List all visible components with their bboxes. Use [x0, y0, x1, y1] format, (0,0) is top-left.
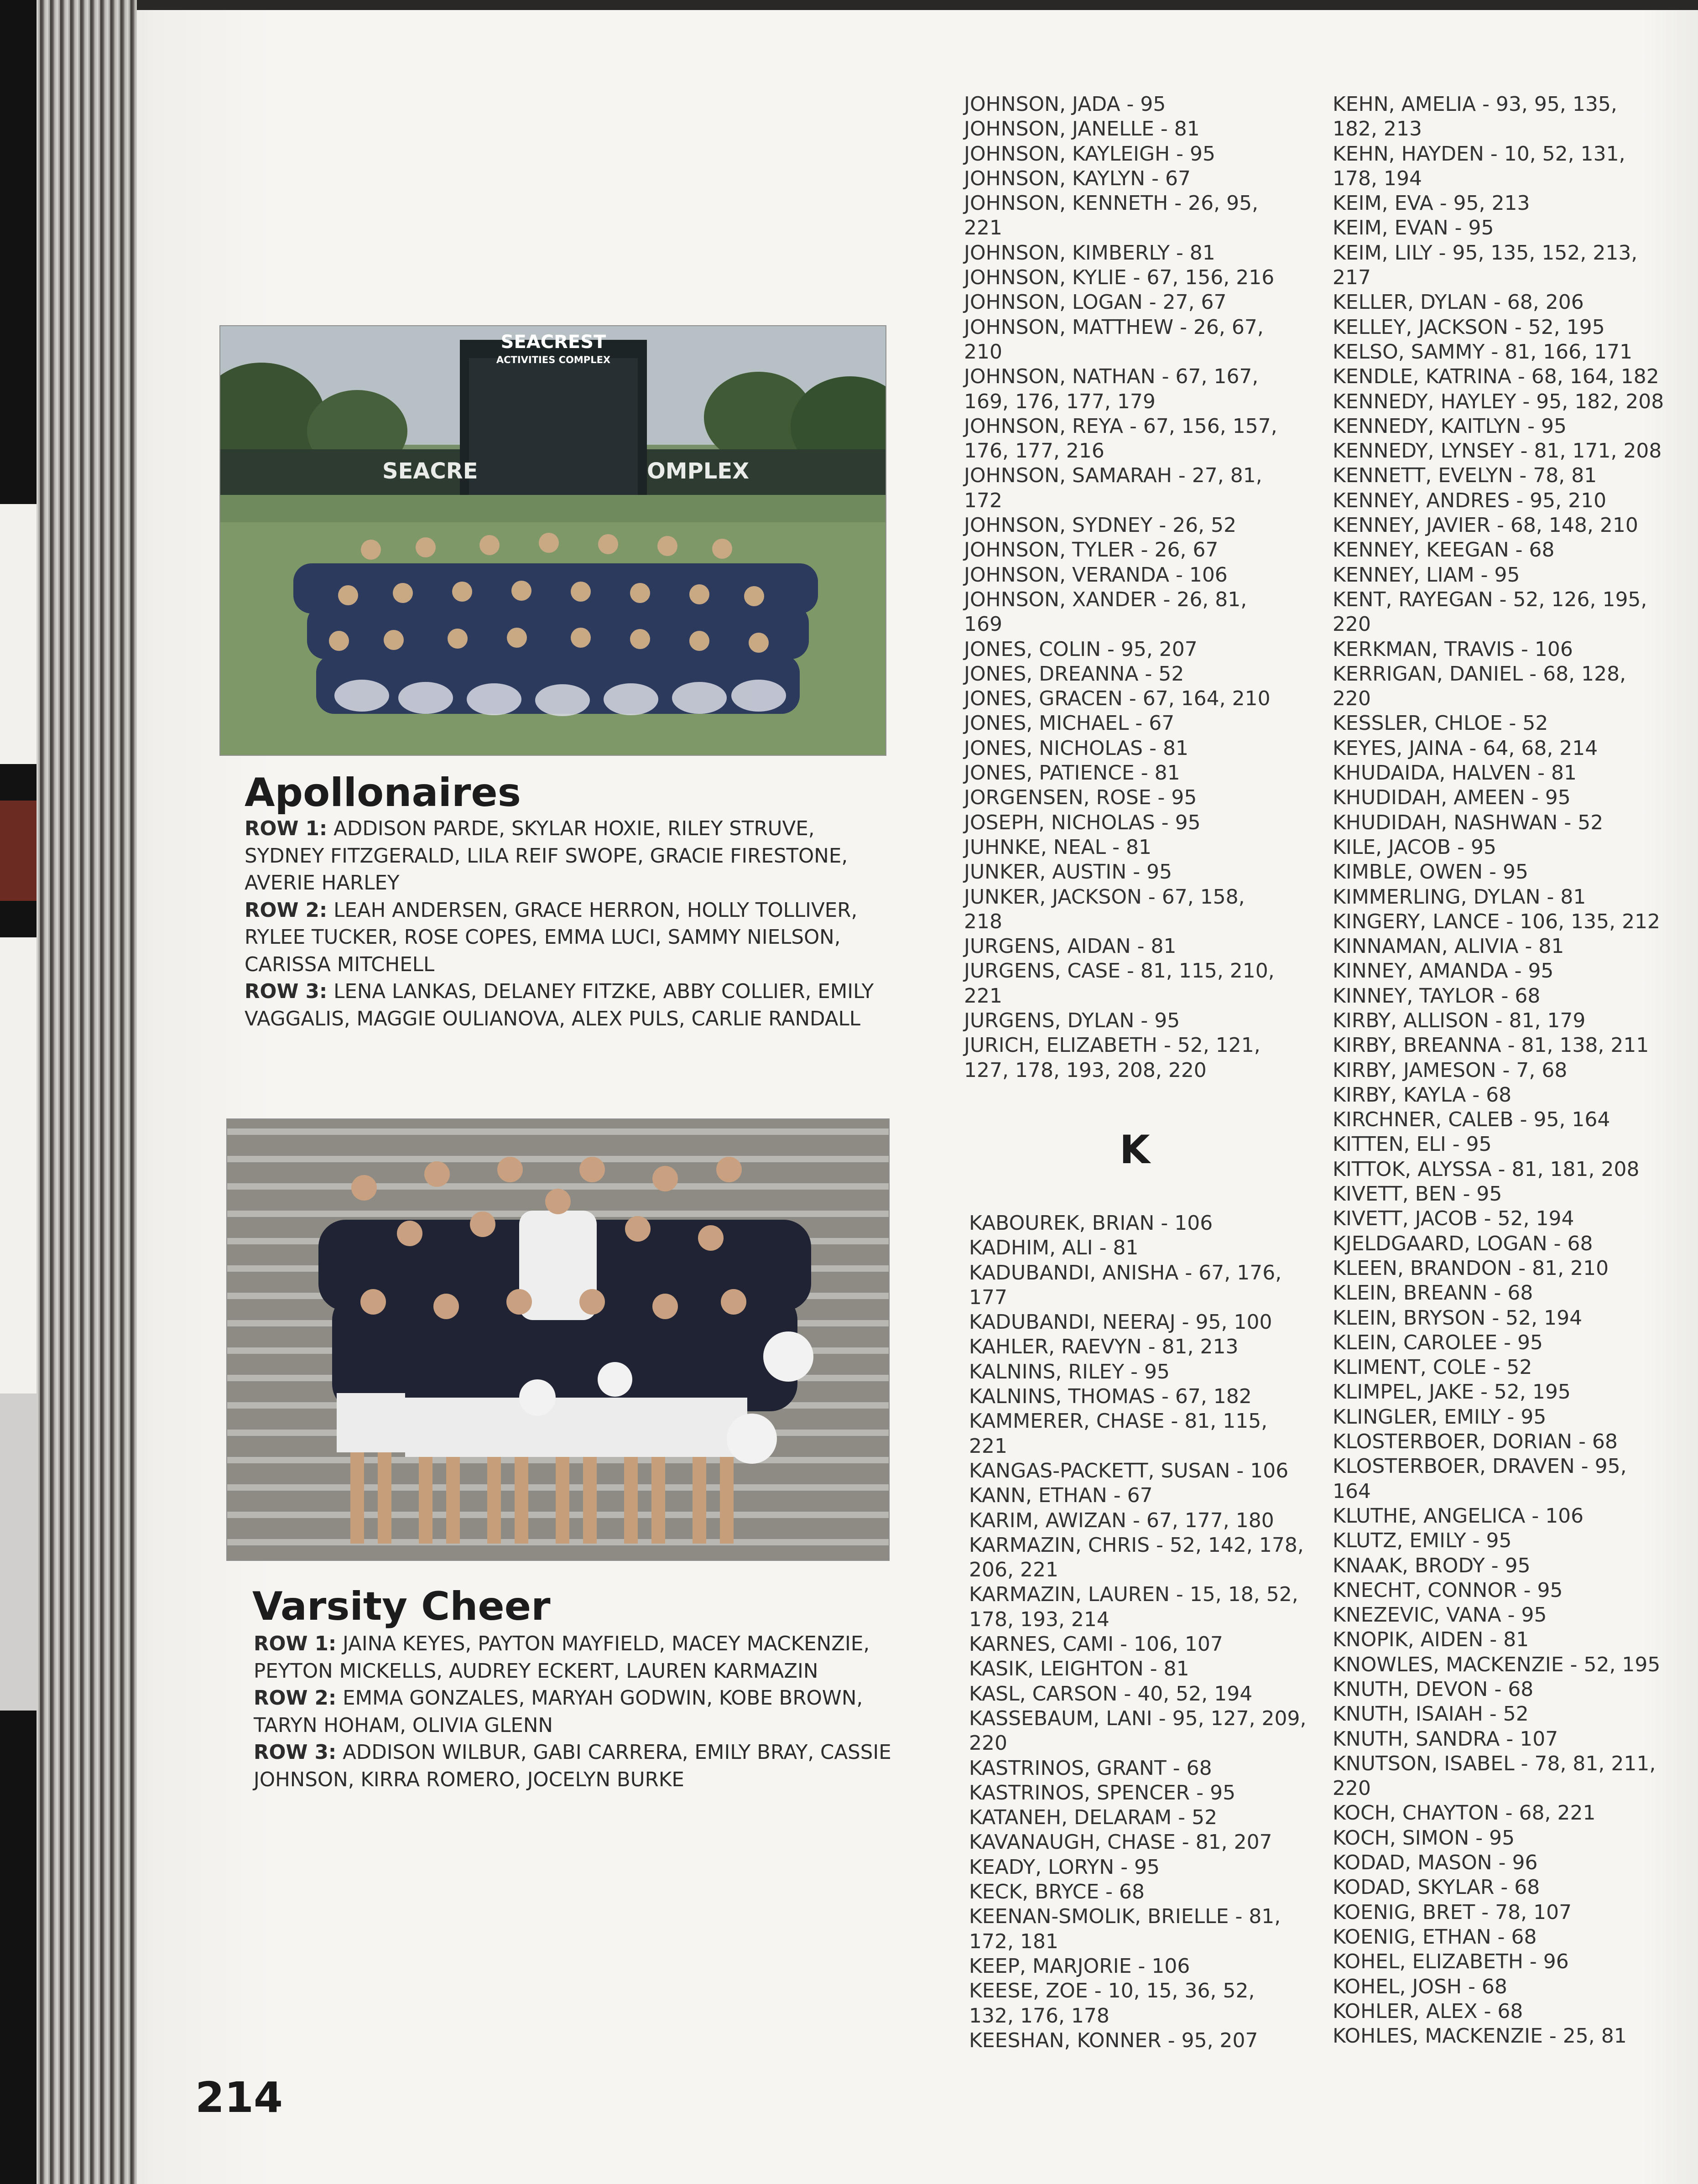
index-entry: KIMBLE, OWEN - 95: [1333, 860, 1528, 884]
index-entry: KLUTHE, ANGELICA - 106: [1333, 1504, 1584, 1528]
index-entry: KOHEL, ELIZABETH - 96: [1333, 1950, 1569, 1974]
index-entry: JOHNSON, KYLIE - 67, 156, 216: [964, 266, 1275, 290]
index-entry: 182, 213: [1333, 117, 1422, 141]
spine-light-band: [0, 504, 36, 764]
index-entry: KIVETT, BEN - 95: [1333, 1182, 1502, 1206]
index-entry: JUHNKE, NEAL - 81: [964, 835, 1151, 859]
index-entry: KLIMPEL, JAKE - 52, 195: [1333, 1380, 1571, 1404]
index-entry: KLINGLER, EMILY - 95: [1333, 1405, 1547, 1429]
row-label: ROW 2:: [245, 899, 328, 922]
index-entry: KANGAS-PACKETT, SUSAN - 106: [969, 1459, 1289, 1482]
index-entry: JORGENSEN, ROSE - 95: [964, 786, 1197, 810]
index-entry: 169, 176, 177, 179: [964, 390, 1156, 413]
index-entry: KHUDIDAH, NASHWAN - 52: [1333, 811, 1604, 834]
index-entry: KEENAN-SMOLIK, BRIELLE - 81,: [969, 1905, 1281, 1929]
index-entry: KNAAK, BRODY - 95: [1333, 1554, 1531, 1577]
index-entry: KASL, CARSON - 40, 52, 194: [969, 1682, 1253, 1706]
index-entry: JOHNSON, KENNETH - 26, 95,: [964, 192, 1259, 215]
photo-wall-text-left: SEACRE: [382, 458, 478, 484]
row-names: JAINA KEYES, PAYTON MAYFIELD, MACEY MACKENZIE, PEYTON MICKELLS, AUDREY ECKERT, LAUREN KARMAZIN: [254, 1633, 870, 1683]
index-entry: KLEIN, BRYSON - 52, 194: [1333, 1306, 1583, 1330]
index-entry: KODAD, SKYLAR - 68: [1333, 1876, 1540, 1899]
index-entry: KIMMERLING, DYLAN - 81: [1333, 885, 1586, 909]
index-entry: KANN, ETHAN - 67: [969, 1484, 1153, 1508]
index-entry: KILE, JACOB - 95: [1333, 835, 1497, 859]
index-entry: JOHNSON, VERANDA - 106: [964, 563, 1228, 587]
index-entry: KADUBANDI, NEERAJ - 95, 100: [969, 1310, 1272, 1334]
index-entry: KENT, RAYEGAN - 52, 126, 195,: [1333, 588, 1647, 611]
index-entry: KOENIG, BRET - 78, 107: [1333, 1900, 1572, 1924]
spine-light-band: [0, 1391, 36, 1711]
index-entry: KATANEH, DELARAM - 52: [969, 1806, 1218, 1830]
index-entry: 218: [964, 910, 1002, 933]
index-section-letter: K: [1120, 1127, 1150, 1173]
index-entry: KENNETT, EVELYN - 78, 81: [1333, 464, 1597, 488]
index-entry: KAHLER, RAEVYN - 81, 213: [969, 1335, 1239, 1359]
index-entry: KARMAZIN, LAUREN - 15, 18, 52,: [969, 1583, 1298, 1607]
index-entry: 206, 221: [969, 1558, 1058, 1582]
index-entry: 221: [969, 1434, 1007, 1458]
index-column-k-part1: [969, 1211, 1307, 2053]
index-entry: KENNEY, LIAM - 95: [1333, 563, 1520, 587]
photo-sign-top: SEACREST: [500, 332, 606, 353]
index-entry: KIRBY, ALLISON - 81, 179: [1333, 1009, 1586, 1032]
index-entry: 178, 194: [1333, 166, 1422, 190]
index-entry: KOHLER, ALEX - 68: [1333, 1999, 1523, 2023]
index-entry: KLOSTERBOER, DORIAN - 68: [1333, 1430, 1618, 1454]
photo-wall-text-right: OMPLEX: [647, 458, 750, 484]
photo-sign-subtitle: ACTIVITIES COMPLEX: [496, 354, 611, 365]
index-entry: 210: [964, 340, 1002, 364]
index-entry: KALNINS, THOMAS - 67, 182: [969, 1385, 1252, 1409]
row-names: ADDISON PARDE, SKYLAR HOXIE, RILEY STRUVE, SYDNEY FITZGERALD, LILA REIF SWOPE, GRACIE FIRESTONE, AVERIE HARLEY: [245, 817, 848, 894]
page-top-edge: [36, 0, 1698, 10]
index-entry: KNUTH, ISAIAH - 52: [1333, 1702, 1529, 1726]
index-entry: KERRIGAN, DANIEL - 68, 128,: [1333, 662, 1626, 686]
index-entry: 217: [1333, 266, 1371, 290]
row-label: ROW 3:: [254, 1741, 337, 1764]
varsity-cheer-photo-illustration: [227, 1119, 889, 1560]
index-entry: KELLEY, JACKSON - 52, 195: [1333, 315, 1605, 339]
index-entry: KIRCHNER, CALEB - 95, 164: [1333, 1108, 1610, 1132]
index-entry: 169: [964, 613, 1002, 636]
index-entry: KNUTSON, ISABEL - 78, 81, 211,: [1333, 1752, 1656, 1775]
index-entry: KNOWLES, MACKENZIE - 52, 195: [1333, 1653, 1661, 1676]
index-entry: KHUDAIDA, HALVEN - 81: [1333, 761, 1577, 785]
index-entry: KENNEDY, LYNSEY - 81, 171, 208: [1333, 439, 1662, 463]
index-entry: KARIM, AWIZAN - 67, 177, 180: [969, 1508, 1274, 1532]
index-entry: KEIM, LILY - 95, 135, 152, 213,: [1333, 241, 1638, 265]
index-entry: KARMAZIN, CHRIS - 52, 142, 178,: [969, 1533, 1304, 1557]
row-label: ROW 1:: [254, 1633, 337, 1655]
row-names: ADDISON WILBUR, GABI CARRERA, EMILY BRAY, CASSIE JOHNSON, KIRRA ROMERO, JOCELYN BURKE: [254, 1741, 891, 1791]
varsity-cheer-caption: [254, 1631, 892, 1794]
index-entry: KLEIN, BREANN - 68: [1333, 1281, 1533, 1305]
index-entry: JOHNSON, MATTHEW - 26, 67,: [964, 315, 1264, 339]
index-entry: KLEIN, CAROLEE - 95: [1333, 1331, 1543, 1354]
index-entry: JURGENS, DYLAN - 95: [964, 1009, 1180, 1032]
index-entry: KLOSTERBOER, DRAVEN - 95,: [1333, 1455, 1627, 1478]
index-entry: KEYES, JAINA - 64, 68, 214: [1333, 736, 1598, 760]
index-entry: JURICH, ELIZABETH - 52, 121,: [964, 1034, 1260, 1057]
index-entry: JONES, NICHOLAS - 81: [964, 736, 1188, 760]
apollonaires-photo-illustration: [220, 326, 885, 755]
index-entry: KHUDIDAH, AMEEN - 95: [1333, 786, 1571, 810]
index-entry: KLIMENT, COLE - 52: [1333, 1356, 1532, 1379]
index-entry: JOHNSON, JANELLE - 81: [964, 117, 1200, 141]
index-entry: JONES, COLIN - 95, 207: [964, 637, 1198, 661]
index-entry: KASSEBAUM, LANI - 95, 127, 209,: [969, 1706, 1307, 1730]
index-entry: 220: [969, 1732, 1007, 1755]
index-entry: JONES, MICHAEL - 67: [964, 712, 1175, 735]
index-entry: KEEP, MARJORIE - 106: [969, 1954, 1190, 1978]
index-entry: 221: [964, 216, 1002, 240]
index-entry: KLEEN, BRANDON - 81, 210: [1333, 1256, 1609, 1280]
index-entry: JOHNSON, REYA - 67, 156, 157,: [964, 414, 1277, 438]
apollonaires-title: Apollonaires: [245, 770, 521, 816]
index-entry: JUNKER, JACKSON - 67, 158,: [964, 885, 1245, 909]
index-entry: 176, 177, 216: [964, 439, 1104, 463]
index-column-j: [964, 92, 1277, 1083]
index-entry: JOHNSON, JADA - 95: [964, 93, 1166, 116]
index-entry: KJELDGAARD, LOGAN - 68: [1333, 1232, 1593, 1255]
index-entry: KITTOK, ALYSSA - 81, 181, 208: [1333, 1157, 1640, 1181]
index-entry: JOSEPH, NICHOLAS - 95: [964, 811, 1201, 834]
index-entry: 220: [1333, 613, 1371, 636]
index-entry: KARNES, CAMI - 106, 107: [969, 1633, 1223, 1656]
spine-red-band: [0, 801, 36, 901]
index-entry: KENNEY, JAVIER - 68, 148, 210: [1333, 514, 1638, 537]
page-number: 214: [195, 2073, 283, 2122]
index-entry: KNUTH, SANDRA - 107: [1333, 1727, 1558, 1751]
index-entry: KECK, BRYCE - 68: [969, 1880, 1145, 1904]
row-names: LENA LANKAS, DELANEY FITZKE, ABBY COLLIER, EMILY VAGGALIS, MAGGIE OULIANOVA, ALEX PULS, CARLIE RANDALL: [245, 980, 874, 1030]
varsity-cheer-team-photo: [226, 1118, 890, 1561]
index-entry: KENDLE, KATRINA - 68, 164, 182: [1333, 365, 1659, 389]
index-entry: KENNEY, ANDRES - 95, 210: [1333, 489, 1607, 512]
index-entry: 164: [1333, 1479, 1371, 1503]
index-entry: 220: [1333, 1777, 1371, 1800]
index-entry: KALNINS, RILEY - 95: [969, 1360, 1170, 1383]
index-entry: KADUBANDI, ANISHA - 67, 176,: [969, 1261, 1282, 1284]
index-entry: KEESHAN, KONNER - 95, 207: [969, 2028, 1258, 2052]
index-entry: KOCH, CHAYTON - 68, 221: [1333, 1801, 1596, 1825]
index-entry: 221: [964, 984, 1002, 1008]
index-entry: 178, 193, 214: [969, 1607, 1109, 1631]
index-entry: JONES, DREANNA - 52: [964, 662, 1184, 686]
index-entry: KEIM, EVAN - 95: [1333, 216, 1494, 240]
index-entry: KODAD, MASON - 96: [1333, 1851, 1538, 1875]
spine-light-band: [0, 937, 36, 1394]
row-label: ROW 2:: [254, 1687, 337, 1710]
index-entry: KEIM, EVA - 95, 213: [1333, 192, 1530, 215]
index-entry: JOHNSON, KAYLYN - 67: [964, 166, 1191, 190]
index-entry: JOHNSON, KAYLEIGH - 95: [964, 142, 1216, 166]
varsity-cheer-title: Varsity Cheer: [252, 1584, 551, 1629]
index-entry: KELSO, SAMMY - 81, 166, 171: [1333, 340, 1633, 364]
index-column-k-part2: [1333, 92, 1664, 2049]
index-entry: KNEZEVIC, VANA - 95: [1333, 1603, 1547, 1627]
apollonaires-team-photo: [219, 325, 886, 756]
index-entry: JONES, GRACEN - 67, 164, 210: [964, 687, 1271, 711]
index-entry: KERKMAN, TRAVIS - 106: [1333, 637, 1573, 661]
index-entry: KOHLES, MACKENZIE - 25, 81: [1333, 2024, 1627, 2048]
index-entry: KEESE, ZOE - 10, 15, 36, 52,: [969, 1979, 1255, 2003]
index-entry: KIRBY, JAMESON - 7, 68: [1333, 1058, 1568, 1082]
row-names: EMMA GONZALES, MARYAH GODWIN, KOBE BROWN, TARYN HOHAM, OLIVIA GLENN: [254, 1687, 863, 1737]
index-entry: 220: [1333, 687, 1371, 711]
row-label: ROW 3:: [245, 980, 328, 1003]
index-entry: JOHNSON, LOGAN - 27, 67: [964, 291, 1227, 314]
index-entry: KOENIG, ETHAN - 68: [1333, 1925, 1537, 1949]
index-entry: KABOUREK, BRIAN - 106: [969, 1212, 1213, 1235]
index-entry: JOHNSON, NATHAN - 67, 167,: [964, 365, 1259, 389]
index-entry: KINNEY, TAYLOR - 68: [1333, 984, 1541, 1008]
row-label: ROW 1:: [245, 817, 328, 840]
index-entry: KEHN, AMELIA - 93, 95, 135,: [1333, 93, 1617, 116]
index-entry: KNECHT, CONNOR - 95: [1333, 1578, 1563, 1602]
index-entry: KINNEY, AMANDA - 95: [1333, 959, 1554, 983]
index-entry: KIRBY, KAYLA - 68: [1333, 1083, 1512, 1107]
index-entry: JOHNSON, TYLER - 26, 67: [964, 538, 1219, 562]
index-entry: KEADY, LORYN - 95: [969, 1855, 1160, 1879]
index-entry: KIRBY, BREANNA - 81, 138, 211: [1333, 1034, 1649, 1057]
index-entry: KENNEDY, KAITLYN - 95: [1333, 414, 1567, 438]
index-entry: KAMMERER, CHASE - 81, 115,: [969, 1409, 1268, 1433]
index-entry: KASTRINOS, GRANT - 68: [969, 1756, 1212, 1780]
index-entry: KOCH, SIMON - 95: [1333, 1826, 1515, 1850]
index-entry: 172: [964, 489, 1002, 512]
index-entry: JURGENS, CASE - 81, 115, 210,: [964, 959, 1275, 983]
index-entry: 172, 181: [969, 1929, 1058, 1953]
row-names: LEAH ANDERSEN, GRACE HERRON, HOLLY TOLLIVER, RYLEE TUCKER, ROSE COPES, EMMA LUCI, SAMMY NIELSON, CARISSA MITCHELL: [245, 899, 858, 976]
index-entry: KESSLER, CHLOE - 52: [1333, 712, 1548, 735]
index-entry: KIVETT, JACOB - 52, 194: [1333, 1207, 1574, 1231]
index-entry: KENNEY, KEEGAN - 68: [1333, 538, 1555, 562]
index-entry: 177: [969, 1285, 1007, 1309]
index-entry: KEHN, HAYDEN - 10, 52, 131,: [1333, 142, 1625, 166]
index-entry: 127, 178, 193, 208, 220: [964, 1058, 1207, 1082]
index-entry: JOHNSON, SAMARAH - 27, 81,: [964, 464, 1262, 488]
index-entry: KADHIM, ALI - 81: [969, 1236, 1139, 1260]
index-entry: JONES, PATIENCE - 81: [964, 761, 1180, 785]
index-entry: KASIK, LEIGHTON - 81: [969, 1657, 1189, 1681]
index-entry: KNOPIK, AIDEN - 81: [1333, 1628, 1529, 1652]
index-entry: JURGENS, AIDAN - 81: [964, 935, 1177, 958]
index-entry: KINNAMAN, ALIVIA - 81: [1333, 935, 1564, 958]
index-entry: KOHEL, JOSH - 68: [1333, 1975, 1507, 1998]
index-entry: KASTRINOS, SPENCER - 95: [969, 1781, 1236, 1804]
index-entry: KENNEDY, HAYLEY - 95, 182, 208: [1333, 390, 1664, 413]
index-entry: KNUTH, DEVON - 68: [1333, 1678, 1534, 1701]
index-entry: JOHNSON, KIMBERLY - 81: [964, 241, 1215, 265]
index-entry: KELLER, DYLAN - 68, 206: [1333, 291, 1584, 314]
index-entry: JOHNSON, XANDER - 26, 81,: [964, 588, 1247, 611]
index-entry: JUNKER, AUSTIN - 95: [964, 860, 1172, 884]
index-entry: JOHNSON, SYDNEY - 26, 52: [964, 514, 1237, 537]
index-entry: KAVANAUGH, CHASE - 81, 207: [969, 1830, 1272, 1854]
index-entry: KLUTZ, EMILY - 95: [1333, 1529, 1512, 1553]
index-entry: KITTEN, ELI - 95: [1333, 1133, 1492, 1156]
index-entry: 132, 176, 178: [969, 2004, 1109, 2028]
apollonaires-caption: [245, 816, 883, 1033]
index-entry: KINGERY, LANCE - 106, 135, 212: [1333, 910, 1661, 933]
